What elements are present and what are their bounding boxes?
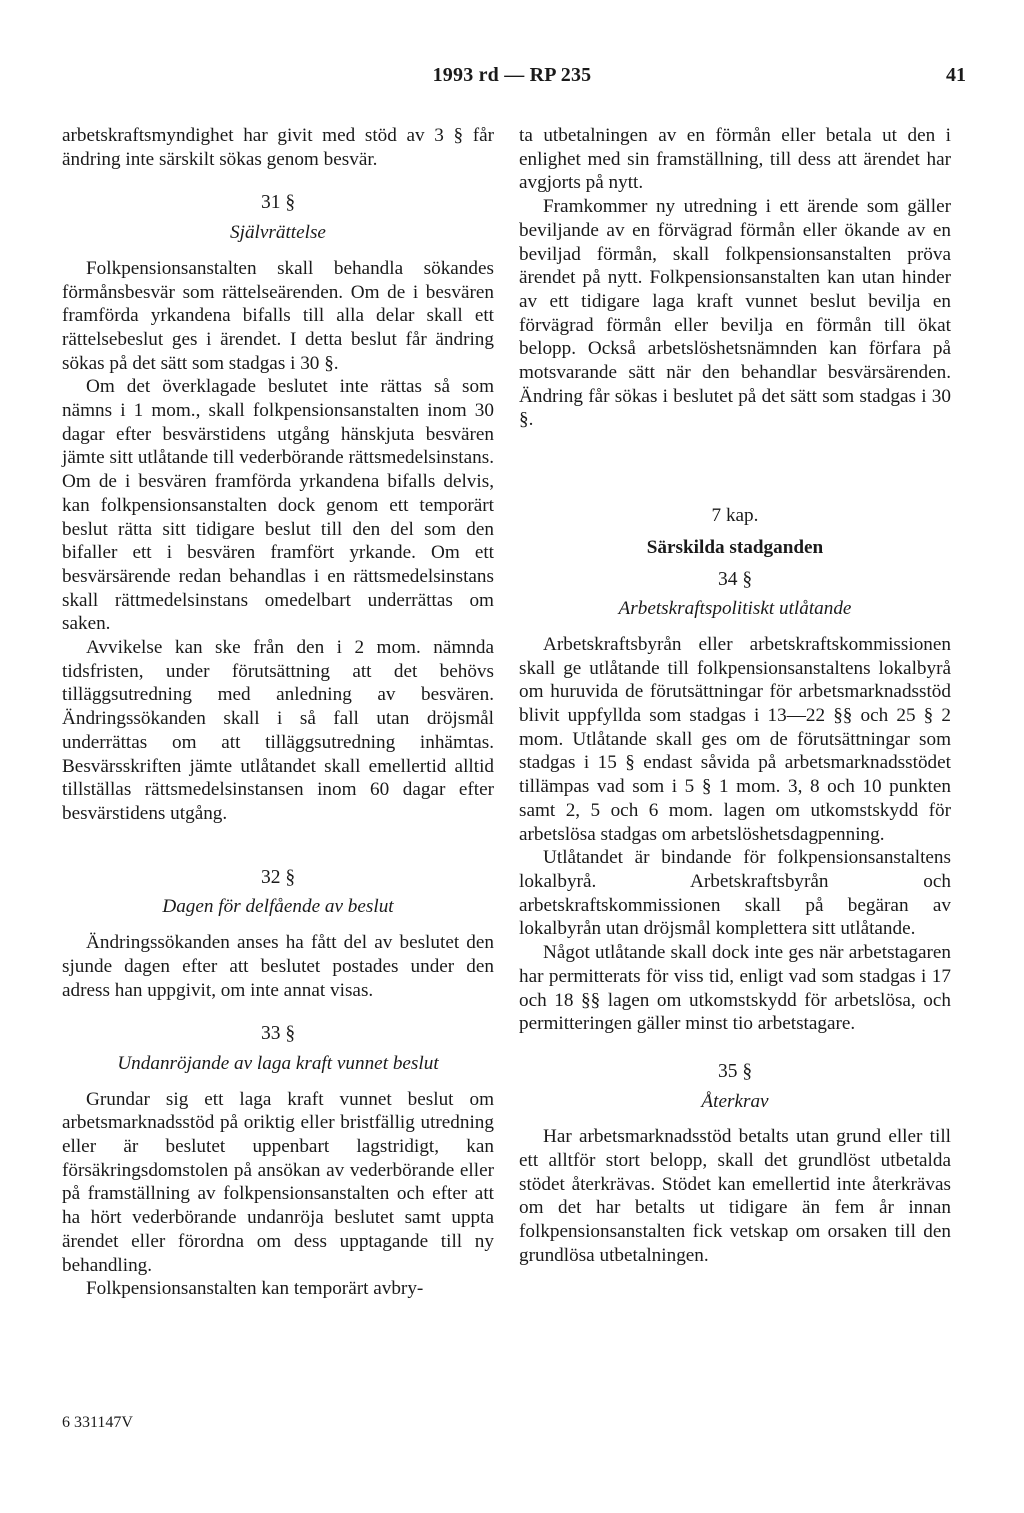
paragraph: Folkpensionsanstalten kan temporärt avbry-: [86, 1278, 424, 1300]
paragraph: Grundar sig ett laga kraft vunnet beslut om arbetsmarknadsstöd på oriktig eller bristfällig utredning eller är beslutet uppenbart lagstridigt, kan försäkringsdomstolen på ansökan av vederbörande eller på framställning av folkpensionsanstalten och efter att ha hört vederbörande undanröja beslutet samt uppta ärendet eller förordna om dess upptagande till ny behandling.: [62, 1088, 494, 1276]
section-number: 32 §: [260, 866, 296, 888]
paragraph: Avvikelse kan ske från den i 2 mom. nämnda tidsfristen, under förutsättning att det behövs tilläggsutredning med anledning av besvären. Ändringssökanden skall i så fall utan dröjsmål underrättas om att tilläggsutredning inhämtas. Besvärsskriften jämte utlåtandet skall emellertid alltid tillställas rättsmedelsinstansen inom 60 dagar efter besvärstidens utgång.: [62, 637, 494, 824]
section-title: Arbetskraftspolitiskt utlåtande: [618, 598, 852, 620]
page-header: [0, 64, 1024, 94]
section-title: Självrättelse: [230, 222, 326, 244]
right-column: [519, 124, 951, 1268]
chapter-title: Särskilda stadganden: [646, 536, 824, 558]
section-title: Återkrav: [701, 1090, 769, 1112]
section-number: 35 §: [717, 1060, 753, 1082]
paragraph: Folkpensionsanstalten skall behandla sökandes förmånsbesvär som rättelseärenden. Om de i besvären framförda yrkandena bifalls till alla delar skall ett rättelsebeslut ges i ärendet. I detta beslut får ändring sökas på det sätt som stadgas i 30 §.: [62, 257, 494, 374]
paragraph: ta utbetalningen av en förmån eller betala ut den i enlighet med sin framställning, till dess att ärendet har avgjorts på nytt.: [519, 125, 951, 194]
left-column: [62, 124, 494, 1301]
paragraph: Om det överklagade beslutet inte rättas så som nämns i 1 mom., skall folkpensionsanstalten inom 30 dagar efter besvärstidens utgång hänskjuta besvären jämte sitt utlåtande till vederbörande rättsmedelsinstans. Om de i besvären framförda yrkandena bifalls delvis, kan folkpensionsanstalten dock genom ett temporärt beslut rätta sitt tidigare beslut till den del som den bifaller ett i besvären framfört yrkande. Om ett besvärsärende redan behandlas i en rättsmedelsinstans skall rättmedelsinstans omedelbart underrättas om saken.: [62, 376, 494, 635]
section-number: 34 §: [717, 568, 753, 590]
section-number: 31 §: [260, 192, 296, 214]
paragraph: Något utlåtande skall dock inte ges när arbetstagaren har permitterats för viss tid, enligt vad som stadgas i 17 och 18 §§ lagen om utkomstskydd för arbetslösa, och permitteringen gäller minst tio arbetstagare.: [519, 942, 951, 1035]
section-title: Undanröjande av laga kraft vunnet beslut: [117, 1052, 439, 1074]
page-number: 41: [946, 64, 966, 86]
running-title: 1993 rd — RP 235: [432, 64, 592, 86]
paragraph: arbetskraftsmyndighet har givit med stöd av 3 § får ändring inte särskilt sökas genom besvär.: [62, 125, 494, 170]
paragraph: Arbetskraftsbyrån eller arbetskraftskommissionen skall ge utlåtande till folkpensionsanstaltens lokalbyrå om huruvida de förutsättningar för arbetsmarknadsstöd blivit uppfyllda som stadgas i 13—22 §§ och 25 § 2 mom. Utlåtande skall ges om de förutsättningar som stadgas i 15 § endast såvida på arbetsmarknadsstödet tillämpas vad som i 5 § 1 mom. 3, 8 och 10 punkten samt 2, 5 och 6 mom. lagen om utkomstskydd för arbetslösa stadgas om arbetslöshetsdagpenning.: [519, 633, 951, 845]
paragraph: Har arbetsmarknadsstöd betalts utan grund eller till ett alltför stort belopp, skall det grundlöst utbetalda stödet återkrävas. Stödet kan emellertid inte återkrävas om det har betalts ut tidigare än fem år innan folkpensionsanstalten fick vetskap om orsaken till den grundlösa utbetalningen.: [519, 1126, 951, 1266]
chapter-number: 7 kap.: [711, 505, 759, 527]
paragraph: Framkommer ny utredning i ett ärende som gäller beviljande av en förvägrad förmån eller ökande av en beviljad förmån, skall folkpensionsanstalten pröva ärendet på nytt. Folkpensionsanstalten kan utan hinder av ett tidigare laga kraft vunnet beslut bevilja en förvägrad förmån eller bevilja en förmån till ökat belopp. Också arbetslöshetsnämnden kan förfara på motsvarande sätt när den behandlar besvärsärenden. Ändring får sökas i beslutet på det sätt som stadgas i 30 §.: [519, 196, 951, 431]
paragraph: Ändringssökanden anses ha fått del av beslutet den sjunde dagen efter att beslutet postades under den adress han uppgivit, om inte annat visas.: [62, 932, 494, 1001]
print-code: 6 331147V: [62, 1414, 133, 1431]
section-number: 33 §: [260, 1023, 296, 1045]
paragraph: Utlåtandet är bindande för folkpensionsanstaltens lokalbyrå. Arbetskraftsbyrån och arbetskraftskommissionen skall på begäran av lokalbyrån utan dröjsmål komplettera sitt utlåtande.: [519, 847, 951, 940]
section-title: Dagen för delfående av beslut: [162, 896, 394, 918]
